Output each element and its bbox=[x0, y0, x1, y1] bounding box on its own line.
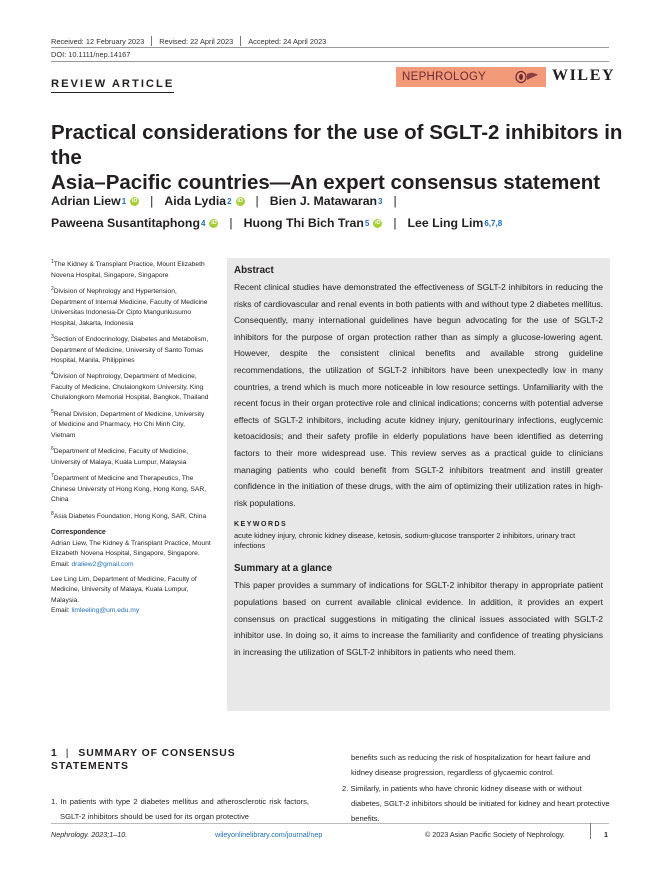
abstract-heading: Abstract bbox=[234, 265, 274, 276]
keywords-heading: KEYWORDS bbox=[234, 521, 288, 529]
affiliation: $^6$Department of Medicine, Faculty of Medicine, University of Malaya, Kuala Lumpur, Malaysia bbox=[51, 446, 188, 466]
author-affil-ref: 2 bbox=[227, 196, 232, 206]
title-line: Asia–Pacific countries—An expert consensus statement bbox=[51, 171, 601, 194]
author-affil-ref: 3 bbox=[378, 196, 383, 206]
affiliation: $^7$Department of Medicine and Therapeutics, The Chinese University of Hong Kong, Hong Kong, SAR, China bbox=[51, 473, 207, 504]
author-name[interactable]: Bien J. Matawaran bbox=[269, 194, 378, 208]
author-affil-ref: 5 bbox=[364, 218, 370, 228]
author-line bbox=[51, 194, 408, 208]
list-item: 1. In patients with type 2 diabetes mellitus and atherosclerotic risk factors, SGLT-2 inhibitors should be used for its organ protective bbox=[51, 797, 309, 822]
affiliation: $^3$Section of Endocrinology, Diabetes and Metabolism, Department of Medicine, University of Santo Tomas Hospital, Manila, Philippines bbox=[51, 333, 209, 364]
orcid-icon[interactable]: iD bbox=[131, 197, 138, 204]
abstract-box bbox=[227, 258, 610, 711]
affiliation: $^8$Asia Diabetes Foundation, Hong Kong, SAR, China bbox=[51, 510, 207, 520]
author-name[interactable]: Adrian Liew bbox=[51, 194, 121, 208]
journal-name: NEPHROLOGY bbox=[402, 71, 487, 83]
author-affil-ref: 4 bbox=[200, 218, 206, 228]
summary-heading: Summary at a glance bbox=[234, 563, 333, 575]
article-type: REVIEW ARTICLE bbox=[51, 78, 174, 93]
divider bbox=[590, 823, 591, 839]
author-name[interactable]: Lee Ling Lim bbox=[407, 216, 484, 230]
email-link[interactable]: limleeling@um.edu.my bbox=[71, 607, 140, 615]
correspondence-entry: Lee Ling Lim, Department of Medicine, Faculty of Medicine, University of Malaya, Kuala Lumpur, Malaysia. Email: limleeling@um.edu.my bbox=[51, 576, 197, 615]
footer-rule bbox=[51, 823, 609, 824]
author-name[interactable]: Aida Lydia bbox=[164, 194, 227, 208]
body-column-right bbox=[342, 750, 610, 826]
correspondence-heading: Correspondence bbox=[51, 529, 106, 537]
orcid-icon[interactable]: iD bbox=[375, 219, 381, 226]
divider bbox=[240, 36, 241, 46]
received-dates bbox=[51, 36, 326, 46]
orcid-icon[interactable]: iD bbox=[211, 219, 217, 226]
society-logo-icon bbox=[512, 70, 540, 84]
affiliation: $^4$Division of Nephrology, Department of Medicine, Faculty of Medicine, Chulalongkorn University, King Chulalongkorn Memorial Hospital, Bangkok, Thailand bbox=[51, 371, 209, 402]
section-separator: | bbox=[65, 748, 70, 759]
revised-date: Revised: 22 April 2023 bbox=[159, 36, 234, 46]
orcid-icon[interactable]: iD bbox=[237, 197, 243, 204]
accepted-date: Accepted: 24 April 2023 bbox=[248, 36, 327, 46]
keywords-list: acute kidney injury, chronic kidney disease, ketosis, sodium-glucose transporter 2 inhibitors, urinary tract infections bbox=[234, 531, 576, 551]
author-affil-ref: 1 bbox=[121, 196, 127, 206]
body-column-left bbox=[51, 794, 309, 825]
header-rule bbox=[51, 47, 609, 48]
author-separator: | bbox=[393, 216, 397, 230]
email-link[interactable]: draliew2@gmail.com bbox=[71, 560, 134, 568]
section-title: SUMMARY OF CONSENSUS STATEMENTS bbox=[51, 748, 236, 772]
footer-copyright: © 2023 Asian Pacific Society of Nephrology. bbox=[425, 830, 565, 839]
title-line: Practical considerations for the use of SGLT-2 inhibitors in the bbox=[51, 121, 623, 169]
section-heading bbox=[51, 747, 301, 773]
affiliation: $^1$The Kidney & Transplant Practice, Mount Elizabeth Novena Hospital, Singapore, Singapore bbox=[51, 259, 205, 279]
section-number: 1 bbox=[51, 748, 57, 759]
affiliation: $^5$Renal Division, Department of Medicine, University of Medicine and Pharmacy, Ho Chi Minh City, Vietnam bbox=[51, 408, 205, 439]
journal-logo[interactable] bbox=[396, 67, 546, 87]
doi[interactable]: DOI: 10.1111/nep.14167 bbox=[51, 50, 131, 59]
author-separator: | bbox=[255, 194, 259, 208]
footer-journal: Nephrology. 2023;1–10. bbox=[51, 830, 128, 839]
list-item: 2. Similarly, in patients who have chronic kidney disease with or without diabetes, SGLT-2 inhibitors should be initiated for kidney and heart protective benefits. bbox=[342, 783, 610, 824]
affiliations bbox=[51, 257, 211, 620]
author-separator: | bbox=[393, 194, 397, 208]
author-separator: | bbox=[229, 216, 233, 230]
publisher-logo[interactable]: WILEY bbox=[552, 67, 616, 84]
abstract-text: Recent clinical studies have demonstrated the effectiveness of SGLT-2 inhibitors in reducing the risks of cardiovascular and renal events in both patients with and without type 2 diabetes mellitus. Consequently, many international guidelines have begun advocating for the use of SGLT-2 inhibitors for the purpose of organ protection rather than as simply a glucose-lowering agent. However, despite the consistent clinical benefits and available strong guideline recommendations, the utilization of SGLT-2 inhibitors have been unexpectedly low in many countries, a trend which is much more noticeable in low resource settings. Unfamiliarity with the recent focus in their organ protective role and clinical indications; concerns with potential adverse effects of SGLT-2 inhibitors, including acute kidney injury, genitourinary infections, euglycemic ketoacidosis; and their safety profile in elderly populations have been identified as deterring factors to their more widespread use. This review serves as a practical guide to clinicians managing patients who could benefit from SGLT-2 inhibitors treatment and instill greater confidence in the initiation of these drugs, with the aim of optimizing their utilization rates in high-risk populations. bbox=[234, 282, 603, 508]
summary-text: This paper provides a summary of indications for SGLT-2 inhibitor therapy in appropriate patient populations based on current available clinical evidence. In addition, it provides an expert consensus on practical suggestions in mitigating the clinical issues associated with SGLT-2 inhibitor use. In doing so, it aims to increase the familiarity and confidence of treating physicians in increasing the utilization of SGLT-2 inhibitors in patients who need them. bbox=[234, 580, 603, 657]
divider bbox=[151, 36, 152, 46]
author-name[interactable]: Huong Thi Bich Tran bbox=[243, 216, 364, 230]
page-number: 1 bbox=[604, 830, 608, 839]
affiliation: $^2$Division of Nephrology and Hypertension, Department of Internal Medicine, Faculty of Medicine Universitas Indonesia-Dr Cipto Mangunkusumo Hospital, Jakarta, Indonesia bbox=[51, 286, 208, 327]
list-item-continued: benefits such as reducing the risk of hospitalization for heart failure and kidney disease progression, regardless of glycaemic control. bbox=[351, 753, 591, 778]
correspondence-entry: Adrian Liew, The Kidney & Transplant Practice, Mount Elizabeth Novena Hospital, Singapore, Singapore. Email: draliew2@gmail.com bbox=[51, 539, 211, 568]
received-date: Received: 12 February 2023 bbox=[51, 36, 145, 46]
article-title bbox=[51, 120, 631, 195]
author-name[interactable]: Paweena Susantitaphong bbox=[51, 216, 200, 230]
author-line bbox=[51, 216, 502, 230]
header-rule bbox=[51, 61, 609, 62]
author-separator: | bbox=[150, 194, 154, 208]
footer-url[interactable]: wileyonlinelibrary.com/journal/nep bbox=[215, 830, 323, 839]
author-affil-ref: 6,7,8 bbox=[484, 218, 503, 228]
